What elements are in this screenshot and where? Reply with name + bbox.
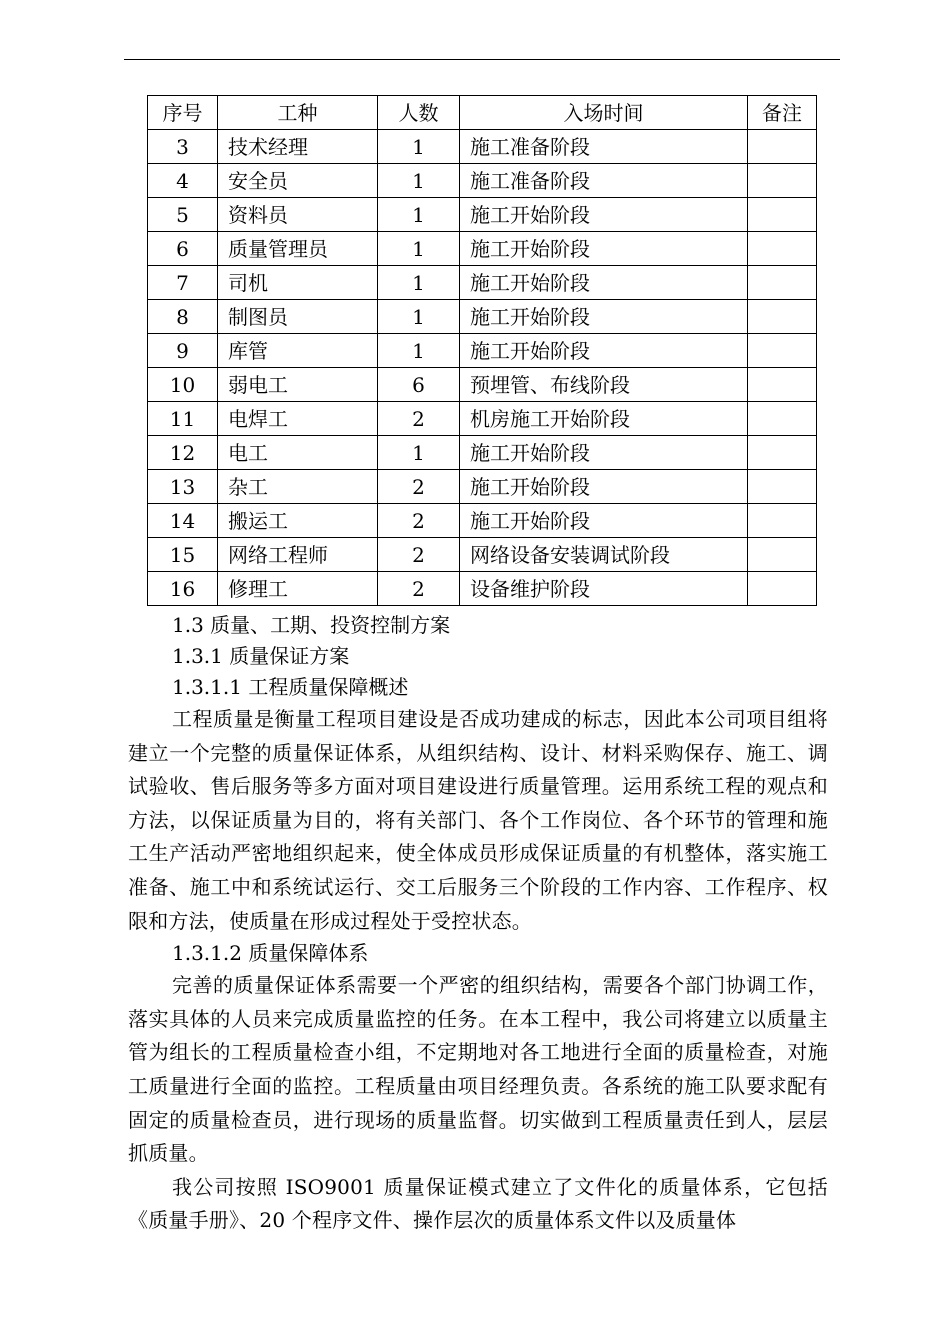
staff-table (147, 95, 817, 606)
table-row (148, 504, 817, 538)
table-row (148, 198, 817, 232)
cell-time: 网络设备安装调试阶段 (460, 538, 748, 572)
cell-note (748, 504, 817, 538)
cell-type: 网络工程师 (218, 538, 378, 572)
cell-count: 1 (378, 232, 460, 266)
table-row (148, 232, 817, 266)
cell-no: 16 (148, 572, 218, 606)
cell-time: 设备维护阶段 (460, 572, 748, 606)
cell-type: 司机 (218, 266, 378, 300)
cell-note (748, 130, 817, 164)
cell-note (748, 232, 817, 266)
cell-time: 施工开始阶段 (460, 198, 748, 232)
cell-count: 2 (378, 572, 460, 606)
cell-type: 电焊工 (218, 402, 378, 436)
cell-time: 施工准备阶段 (460, 130, 748, 164)
header-no: 序号 (148, 96, 218, 130)
cell-type: 弱电工 (218, 368, 378, 402)
cell-type: 安全员 (218, 164, 378, 198)
cell-note (748, 266, 817, 300)
table-row (148, 572, 817, 606)
table-row (148, 130, 817, 164)
cell-note (748, 470, 817, 504)
cell-time: 施工开始阶段 (460, 436, 748, 470)
table-row (148, 266, 817, 300)
heading-1-3-1: 1.3.1 质量保证方案 (172, 644, 350, 668)
heading-1-3: 1.3 质量、工期、投资控制方案 (172, 613, 451, 637)
table-row (148, 436, 817, 470)
table-row (148, 402, 817, 436)
cell-count: 2 (378, 470, 460, 504)
cell-no: 11 (148, 402, 218, 436)
cell-type: 搬运工 (218, 504, 378, 538)
table-row (148, 300, 817, 334)
cell-no: 14 (148, 504, 218, 538)
paragraph-iso9001: 我公司按照 ISO9001 质量保证模式建立了文件化的质量体系，它包括《质量手册》、20 个程序文件、操作层次的质量体系文件以及质量体 (128, 1174, 828, 1233)
cell-no: 13 (148, 470, 218, 504)
cell-type: 杂工 (218, 470, 378, 504)
cell-note (748, 538, 817, 572)
cell-count: 1 (378, 198, 460, 232)
header-count: 人数 (378, 96, 460, 130)
cell-no: 8 (148, 300, 218, 334)
cell-note (748, 334, 817, 368)
cell-count: 2 (378, 538, 460, 572)
table-row (148, 334, 817, 368)
cell-type: 资料员 (218, 198, 378, 232)
cell-count: 1 (378, 436, 460, 470)
cell-type: 修理工 (218, 572, 378, 606)
cell-note (748, 164, 817, 198)
cell-no: 7 (148, 266, 218, 300)
cell-time: 施工准备阶段 (460, 164, 748, 198)
cell-no: 15 (148, 538, 218, 572)
cell-note (748, 198, 817, 232)
header-rule (124, 59, 840, 60)
cell-time: 施工开始阶段 (460, 300, 748, 334)
cell-note (748, 300, 817, 334)
cell-time: 预埋管、布线阶段 (460, 368, 748, 402)
cell-note (748, 572, 817, 606)
table-row (148, 538, 817, 572)
cell-type: 制图员 (218, 300, 378, 334)
cell-type: 库管 (218, 334, 378, 368)
cell-no: 5 (148, 198, 218, 232)
cell-count: 1 (378, 300, 460, 334)
cell-no: 9 (148, 334, 218, 368)
cell-time: 机房施工开始阶段 (460, 402, 748, 436)
cell-no: 3 (148, 130, 218, 164)
cell-count: 1 (378, 334, 460, 368)
cell-type: 电工 (218, 436, 378, 470)
cell-no: 12 (148, 436, 218, 470)
paragraph-quality-overview: 工程质量是衡量工程项目建设是否成功建成的标志，因此本公司项目组将建立一个完整的质量保证体系，从组织结构、设计、材料采购保存、施工、调试验收、售后服务等多方面对项目建设进行质量管理。运用系统工程的观点和方法，以保证质量为目的，将有关部门、各个工作岗位、各个环节的管理和施工生产活动严密地组织起来，使全体成员形成保证质量的有机整体，落实施工准备、施工中和系统试运行、交工后服务三个阶段的工作内容、工作程序、权限和方法，使质量在形成过程处于受控状态。 (128, 707, 828, 933)
cell-type: 技术经理 (218, 130, 378, 164)
cell-time: 施工开始阶段 (460, 232, 748, 266)
cell-count: 1 (378, 266, 460, 300)
cell-no: 4 (148, 164, 218, 198)
cell-note (748, 368, 817, 402)
body-text (128, 610, 828, 1238)
cell-count: 1 (378, 130, 460, 164)
cell-note (748, 436, 817, 470)
heading-1-3-1-2: 1.3.1.2 质量保障体系 (172, 941, 369, 966)
header-note: 备注 (748, 96, 817, 130)
table-row (148, 368, 817, 402)
cell-no: 10 (148, 368, 218, 402)
cell-type: 质量管理员 (218, 232, 378, 266)
cell-no: 6 (148, 232, 218, 266)
cell-time: 施工开始阶段 (460, 504, 748, 538)
table-row (148, 470, 817, 504)
header-time: 入场时间 (460, 96, 748, 130)
cell-count: 2 (378, 504, 460, 538)
cell-time: 施工开始阶段 (460, 334, 748, 368)
cell-time: 施工开始阶段 (460, 470, 748, 504)
cell-count: 6 (378, 368, 460, 402)
cell-count: 1 (378, 164, 460, 198)
cell-time: 施工开始阶段 (460, 266, 748, 300)
heading-1-3-1-1: 1.3.1.1 工程质量保障概述 (172, 675, 409, 699)
cell-count: 2 (378, 402, 460, 436)
cell-note (748, 402, 817, 436)
paragraph-quality-system: 完善的质量保证体系需要一个严密的组织结构，需要各个部门协调工作，落实具体的人员来完成质量监控的任务。在本工程中，我公司将建立以质量主管为组长的工程质量检查小组，不定期地对各工地进行全面的质量检查，对施工质量进行全面的监控。工程质量由项目经理负责。各系统的施工队要求配有固定的质量检查员，进行现场的质量监督。切实做到工程质量责任到人，层层抓质量。 (128, 973, 828, 1166)
table-row (148, 164, 817, 198)
table-header-row (148, 96, 817, 130)
header-type: 工种 (218, 96, 378, 130)
